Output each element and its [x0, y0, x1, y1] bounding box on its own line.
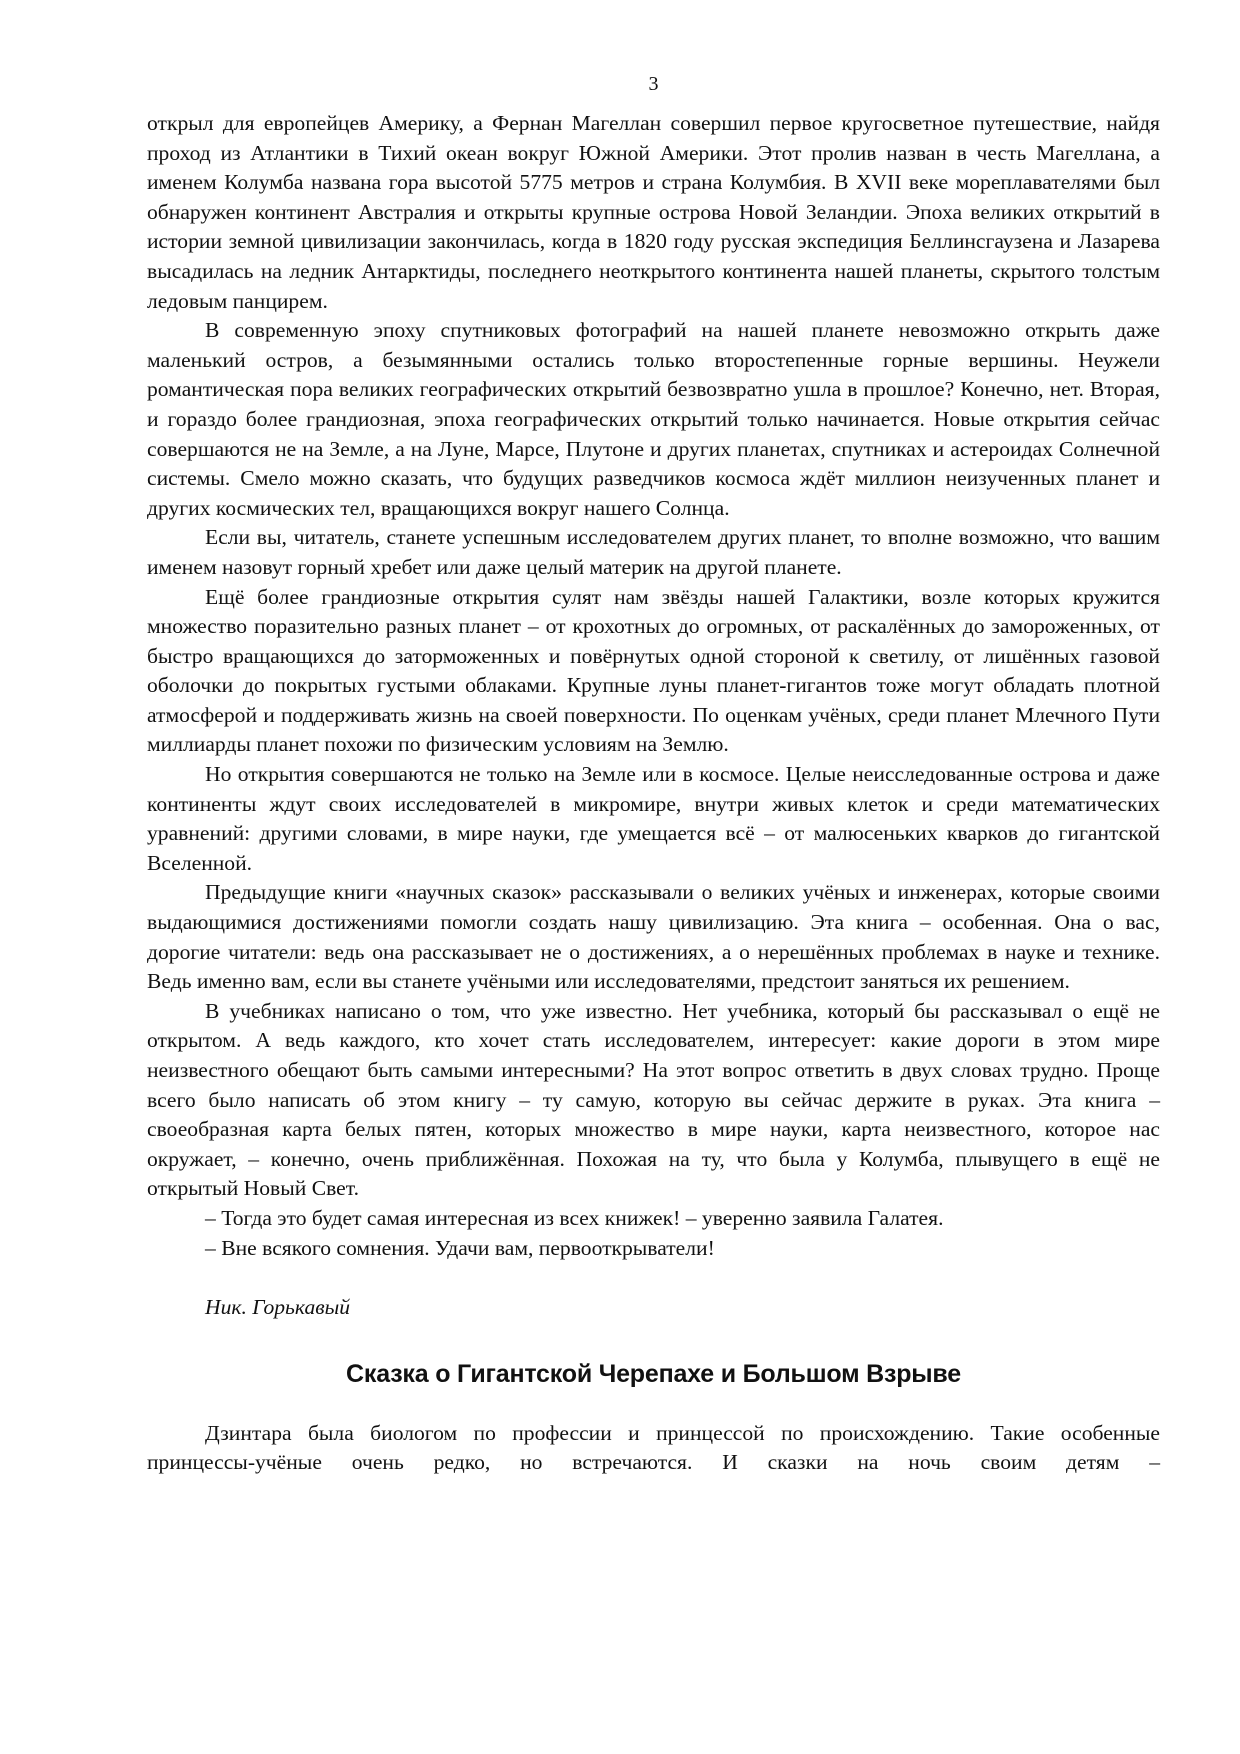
chapter-paragraph: Дзинтара была биологом по профессии и принцессой по происхождению. Такие особенные принцессы-учёные очень редко, но встречаются. И сказки на ночь своим детям – [147, 1420, 1160, 1475]
paragraph: В современную эпоху спутниковых фотографий на нашей планете невозможно открыть даже маленький остров, а безымянными остались только второстепенные горные вершины. Неужели романтическая пора великих географических открытий безвозвратно ушла в прошлое? Конечно, нет. Вторая, и гораздо более грандиозная, эпоха географических открытий только начинается. Новые открытия сейчас совершаются не на Земле, а на Луне, Марсе, Плутоне и других планетах, спутниках и астероидах Солнечной системы. Смело можно сказать, что будущих разведчиков космоса ждёт миллион неизученных планет и других космических тел, вращающихся вокруг нашего Солнца. [147, 318, 1160, 520]
paragraph: Предыдущие книги «научных сказок» рассказывали о великих учёных и инженерах, которые своими выдающимися достижениями помогли создать нашу цивилизацию. Эта книга – особенная. Она о вас, дорогие читатели: ведь она рассказывает не о достижениях, а о нерешённых проблемах в науке и технике. Ведь именно вам, если вы станете учёными или исследователями, предстоит заняться их решением. [147, 880, 1160, 994]
page-number: 3 [648, 73, 659, 95]
author-signature: Ник. Горькавый [205, 1295, 351, 1320]
page-body [147, 109, 1160, 1478]
paragraph: В учебниках написано о том, что уже известно. Нет учебника, который бы рассказывал о ещё не открытом. А ведь каждого, кто хочет стать исследователем, интересует: какие дороги в этом мире неизвестного обещают быть самыми интересными? На этот вопрос ответить в двух словах трудно. Проще всего было написать об этом книгу – ту самую, которую вы сейчас держите в руках. Эта книга – своеобразная карта белых пятен, которых множество в мире науки, карта неизвестного, которое нас окружает, – конечно, очень приближённая. Похожая на ту, что была у Колумба, плывущего в ещё не открытый Новый Свет. [147, 998, 1160, 1201]
paragraph: Ещё более грандиозные открытия сулят нам звёзды нашей Галактики, возле которых кружится множество поразительно разных планет – от крохотных до огромных, от раскалённых до замороженных, от быстро вращающихся до заторможенных и повёрнутых одной стороной к светилу, от лишённых газовой оболочки до покрытых густыми облаками. Крупные луны планет-гигантов тоже могут обладать плотной атмосферой и поддерживать жизнь на своей поверхности. По оценкам учёных, среди планет Млечного Пути миллиарды планет похожи по физическим условиям на Землю. [147, 584, 1160, 757]
chapter-title: Сказка о Гигантской Черепахе и Большом Взрыве [346, 1359, 961, 1388]
paragraph: Но открытия совершаются не только на Земле или в космосе. Целые неисследованные острова и даже континенты ждут своих исследователей в микромире, внутри живых клеток и среди математических уравнений: другими словами, в мире науки, где умещается всё – от малюсеньких кварков до гигантской Вселенной. [147, 762, 1160, 875]
dialog-line: – Тогда это будет самая интересная из всех книжек! – уверенно заявила Галатея. [205, 1205, 944, 1230]
dialog-line: – Вне всякого сомнения. Удачи вам, первооткрыватели! [205, 1235, 715, 1260]
paragraph-continuation: открыл для европейцев Америку, а Фернан Магеллан совершил первое кругосветное путешествие, найдя проход из Атлантики в Тихий океан вокруг Южной Америки. Этот пролив назван в честь Магеллана, а именем Колумба названа гора высотой 5775 метров и страна Колумбия. В XVII веке мореплавателями был обнаружен континент Австралия и открыты крупные острова Новой Зеландии. Эпоха великих открытий в истории земной цивилизации закончилась, когда в 1820 году русская экспедиция Беллинсгаузена и Лазарева высадилась на ледник Антарктиды, последнего неоткрытого континента нашей планеты, скрытого толстым ледовым панцирем. [147, 111, 1160, 313]
paragraph: Если вы, читатель, станете успешным исследователем других планет, то вполне возможно, что вашим именем назовут горный хребет или даже целый материк на другой планете. [147, 525, 1160, 579]
